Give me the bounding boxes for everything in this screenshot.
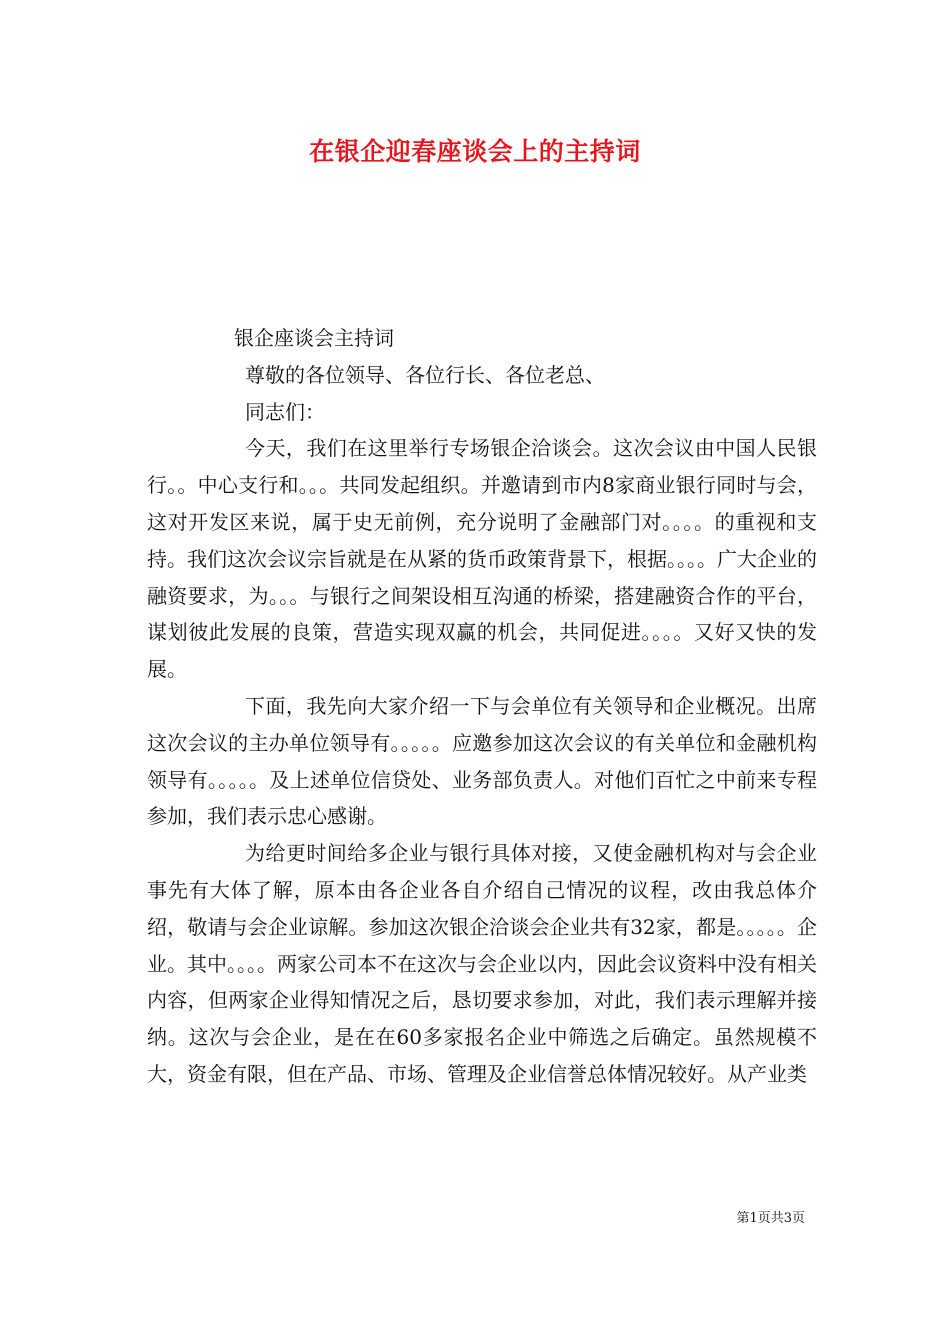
document-subtitle: 银企座谈会主持词 [234, 326, 394, 350]
paragraph-3: 为给更时间给多企业与银行具体对接，又使金融机构对与会企业事先有大体了解，原本由各企业各自介绍自己情况的议程，改由我总体介绍，敬请与会企业谅解。参加这次银企洽谈会企业共有32家，都是。。。。。企业。其中。。。。两家公司本不在这次与会企业以内，因此会议资料中没有相关内容，但两家企业得知情况之后，恳切要求参加，对此，我们表示理解并接纳。这次与会企业，是在在60多家报名企业中筛选之后确定。虽然规模不大，资金有限，但在产品、市场、管理及企业信誉总体情况较好。从产业类 [147, 841, 817, 1086]
salutation-line-2: 同志们： [245, 399, 325, 424]
page-number-footer: 第1页共3页 [736, 1211, 805, 1226]
paragraph-2: 下面，我先向大家介绍一下与会单位有关领导和企业概况。出席这次会议的主办单位领导有。。。。。应邀参加这次会议的有关单位和金融机构领导有。。。。。及上述单位信贷处、业务部负责人。对他们百忙之中前来专程参加，我们表示忠心感谢。 [147, 693, 817, 829]
document-title: 在银企迎春座谈会上的主持词 [309, 137, 641, 166]
paragraph-1: 今天，我们在这里举行专场银企洽谈会。这次会议由中国人民银行。。中心支行和。。。共同发起组织。并邀请到市内8家商业银行同时与会，这对开发区来说，属于史无前例，充分说明了金融部门对。。。。的重视和支持。我们这次会议宗旨就是在从紧的货币政策背景下，根据。。。。广大企业的融资要求，为。。。与银行之间架设相互沟通的桥梁，搭建融资合作的平台，谋划彼此发展的良策，营造实现双赢的机会，共同促进。。。。又好又快的发展。 [147, 436, 817, 682]
document-body [147, 320, 817, 1093]
salutation-line-1: 尊敬的各位领导、各位行长、各位老总、 [245, 362, 605, 387]
